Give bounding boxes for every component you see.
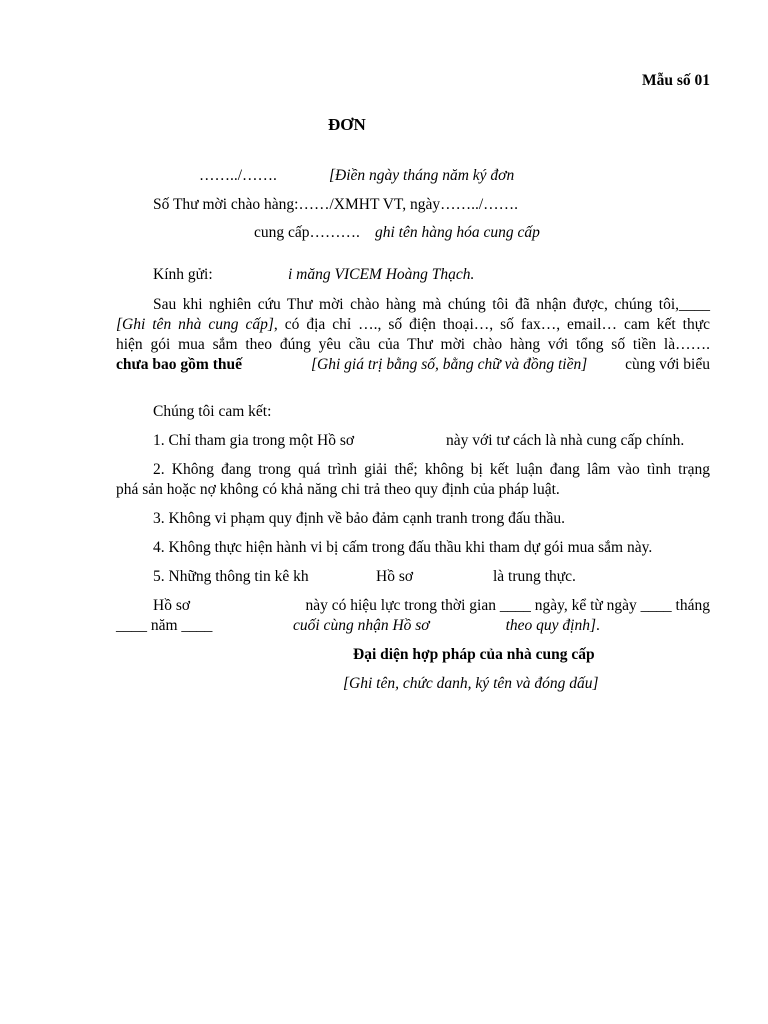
commitment-4: 4. Không thực hiện hành vi bị cấm trong đấu thầu khi tham dự gói mua sắm này. [153, 539, 653, 556]
amount-hint: [Ghi giá trị bằng số, bằng chữ và đồng tiền] [311, 356, 588, 373]
commitment-2-line-1: 2. Không đang trong quá trình giải thể; không bị kết luận đang lâm vào tình trạng [153, 461, 710, 478]
commitment-5c: là trung thực. [493, 568, 576, 585]
offer-line-4-text: cùng với biểu [625, 356, 710, 373]
validity-2c: theo quy định] [505, 617, 596, 634]
validity-1a: Hồ sơ [153, 597, 191, 614]
tax-exclusion-label: chưa bao gồm thuế [116, 356, 242, 373]
offer-line-1: Sau khi nghiên cứu Thư mời chào hàng mà chúng tôi đã nhận được, chúng tôi,____ [153, 296, 710, 313]
signature-title: Đại diện hợp pháp của nhà cung cấp [353, 646, 595, 663]
offer-paragraph [116, 295, 710, 355]
supplier-name-hint: [Ghi tên nhà cung cấp] [116, 316, 274, 333]
validity-2b: cuối cùng nhận Hồ sơ [293, 617, 430, 634]
commitment-heading: Chúng tôi cam kết: [153, 403, 272, 420]
date-hint: [Điền ngày tháng năm ký đơn [329, 167, 515, 184]
commitment-5a: 5. Những thông tin kê kh [153, 568, 309, 585]
commitment-1b: này với tư cách là nhà cung cấp chính. [446, 432, 685, 449]
greeting-label: Kính gửi: [153, 266, 213, 283]
commitment-3: 3. Không vi phạm quy định về bảo đảm cạnh tranh trong đấu thầu. [153, 510, 565, 527]
validity-2-tail [293, 616, 600, 636]
reference-line: Số Thư mời chào hàng:……/XMHT VT, ngày……../……. [153, 196, 519, 213]
commitment-5b: Hồ sơ [376, 568, 414, 585]
supply-hint: ghi tên hàng hóa cung cấp [375, 224, 540, 241]
validity-2a: ____ năm ____ [116, 617, 213, 634]
document-title: ĐƠN [328, 115, 366, 134]
commitment-1a: 1. Chỉ tham gia trong một Hồ sơ [153, 432, 355, 449]
commitment-2 [116, 460, 710, 500]
validity-1b: này có hiệu lực trong thời gian ____ ngày, kể từ ngày ____ tháng [305, 597, 710, 614]
validity-2d: . [595, 617, 600, 634]
greeting-recipient: i măng VICEM Hoàng Thạch. [288, 266, 475, 283]
signature-hint: [Ghi tên, chức danh, ký tên và đóng dấu] [343, 675, 599, 692]
offer-line-3: hiện gói mua sắm theo đúng yêu cầu của Thư mời chào hàng với tổng số tiền là……. [116, 336, 710, 353]
offer-line-2 [116, 315, 710, 335]
supply-line: cung cấp………. [254, 224, 360, 241]
date-dots: ……../……. [199, 167, 277, 184]
commitment-2-line-2: phá sản hoặc nợ không có khả năng chi trả theo quy định của pháp luật. [116, 481, 560, 498]
form-number: Mẫu số 01 [641, 72, 710, 89]
offer-line-2-text: , có địa chỉ …., số điện thoại…, số fax…, email… cam kết thực [273, 316, 710, 333]
